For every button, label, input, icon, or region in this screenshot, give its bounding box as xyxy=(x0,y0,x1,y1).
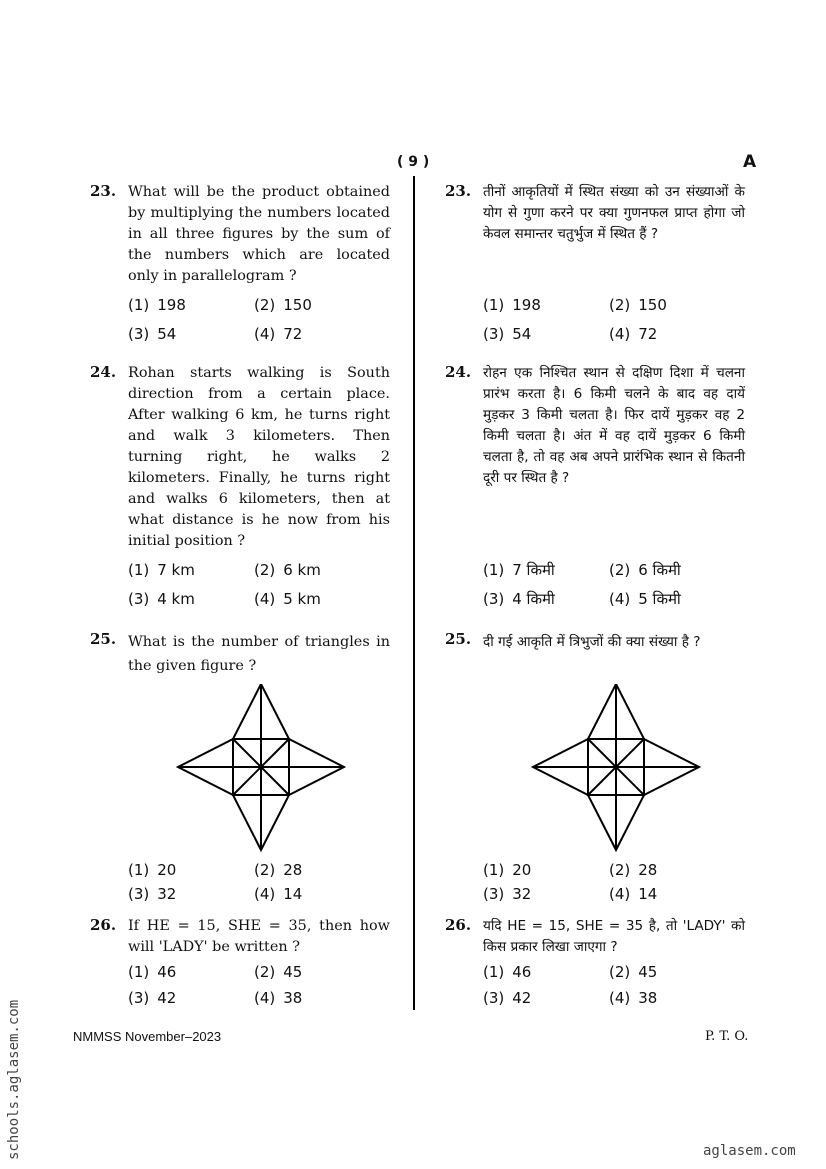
option-3: (3) 4 किमी xyxy=(483,590,555,608)
option-3: (3) 32 xyxy=(483,885,532,903)
option-3: (3) 54 xyxy=(128,325,177,343)
question-number: 25. xyxy=(90,630,117,648)
question-text: रोहन एक निश्चित स्थान से दक्षिण दिशा में चलना प्रारंभ करता है। 6 किमी चलने के बाद वह दायें मुड़कर 3 किमी चलता है। फिर दायें मुड़कर वह 2 किमी चलता है। अंत में वह दायें मुड़कर 6 किमी चलता है, तो वह अब अपने प्रारंभिक स्थान से कितनी दूरी पर स्थित है ? xyxy=(483,365,745,486)
question-number: 26. xyxy=(445,916,472,934)
question-number: 25. xyxy=(445,630,472,648)
option-4: (4) 38 xyxy=(254,989,303,1007)
side-watermark: schools.aglasem.com xyxy=(6,999,22,1160)
question-text: दी गई आकृति में त्रिभुजों की क्या संख्या है ? xyxy=(483,634,701,650)
option-4: (4) 5 km xyxy=(254,590,321,608)
exam-name-footer: NMMSS November–2023 xyxy=(73,1029,222,1044)
option-3: (3) 42 xyxy=(128,989,177,1007)
question-text: यदि HE = 15, SHE = 35 है, तो 'LADY' को किस प्रकार लिखा जाएगा ? xyxy=(483,918,745,955)
question-text: What will be the product obtained by multiplying the numbers located in all three figures by the sum of the numbers which are located only in parallelogram ? xyxy=(128,184,390,284)
option-2: (2) 28 xyxy=(254,861,303,879)
column-divider xyxy=(413,176,415,1010)
option-4: (4) 72 xyxy=(254,325,303,343)
option-2: (2) 45 xyxy=(254,963,303,981)
option-3: (3) 54 xyxy=(483,325,532,343)
question-text: What is the number of triangles in the given figure ? xyxy=(128,634,390,674)
bottom-watermark: aglasem.com xyxy=(703,1143,796,1159)
option-3: (3) 42 xyxy=(483,989,532,1007)
question-number: 23. xyxy=(90,182,117,200)
option-1: (1) 7 किमी xyxy=(483,561,555,579)
option-1: (1) 46 xyxy=(483,963,532,981)
question-text: तीनों आकृतियों में स्थित संख्या को उन संख्याओं के योग से गुणा करने पर क्या गुणनफल प्राप्त होगा जो केवल समान्तर चतुर्भुज में स्थित हैं ? xyxy=(483,184,745,242)
option-1: (1) 198 xyxy=(128,296,186,314)
option-3: (3) 32 xyxy=(128,885,177,903)
question-number: 24. xyxy=(445,363,472,381)
option-4: (4) 38 xyxy=(609,989,658,1007)
option-4: (4) 5 किमी xyxy=(609,590,681,608)
triangle-star-figure xyxy=(176,684,346,854)
option-4: (4) 72 xyxy=(609,325,658,343)
question-number: 24. xyxy=(90,363,117,381)
option-2: (2) 45 xyxy=(609,963,658,981)
triangle-star-figure xyxy=(531,684,701,854)
option-2: (2) 150 xyxy=(609,296,667,314)
question-text: If HE = 15, SHE = 35, then how will 'LADY' be written ? xyxy=(128,918,390,955)
option-2: (2) 6 किमी xyxy=(609,561,681,579)
option-2: (2) 28 xyxy=(609,861,658,879)
option-1: (1) 46 xyxy=(128,963,177,981)
question-number: 23. xyxy=(445,182,472,200)
option-1: (1) 20 xyxy=(483,861,532,879)
page-number: ( 9 ) xyxy=(397,154,430,170)
option-1: (1) 7 km xyxy=(128,561,195,579)
option-3: (3) 4 km xyxy=(128,590,195,608)
question-text: Rohan starts walking is South direction from a certain place. After walking 6 km, he turns right and walk 3 kilometers. Then turning right, he walks 2 kilometers. Finally, he turns right and walks 6 kilometers, then at what distance is he now from his initial position ? xyxy=(128,365,390,549)
question-set-label: A xyxy=(743,152,757,172)
option-1: (1) 198 xyxy=(483,296,541,314)
option-4: (4) 14 xyxy=(254,885,303,903)
option-1: (1) 20 xyxy=(128,861,177,879)
option-2: (2) 150 xyxy=(254,296,312,314)
option-2: (2) 6 km xyxy=(254,561,321,579)
pto-footer: P. T. O. xyxy=(705,1029,749,1044)
question-number: 26. xyxy=(90,916,117,934)
option-4: (4) 14 xyxy=(609,885,658,903)
